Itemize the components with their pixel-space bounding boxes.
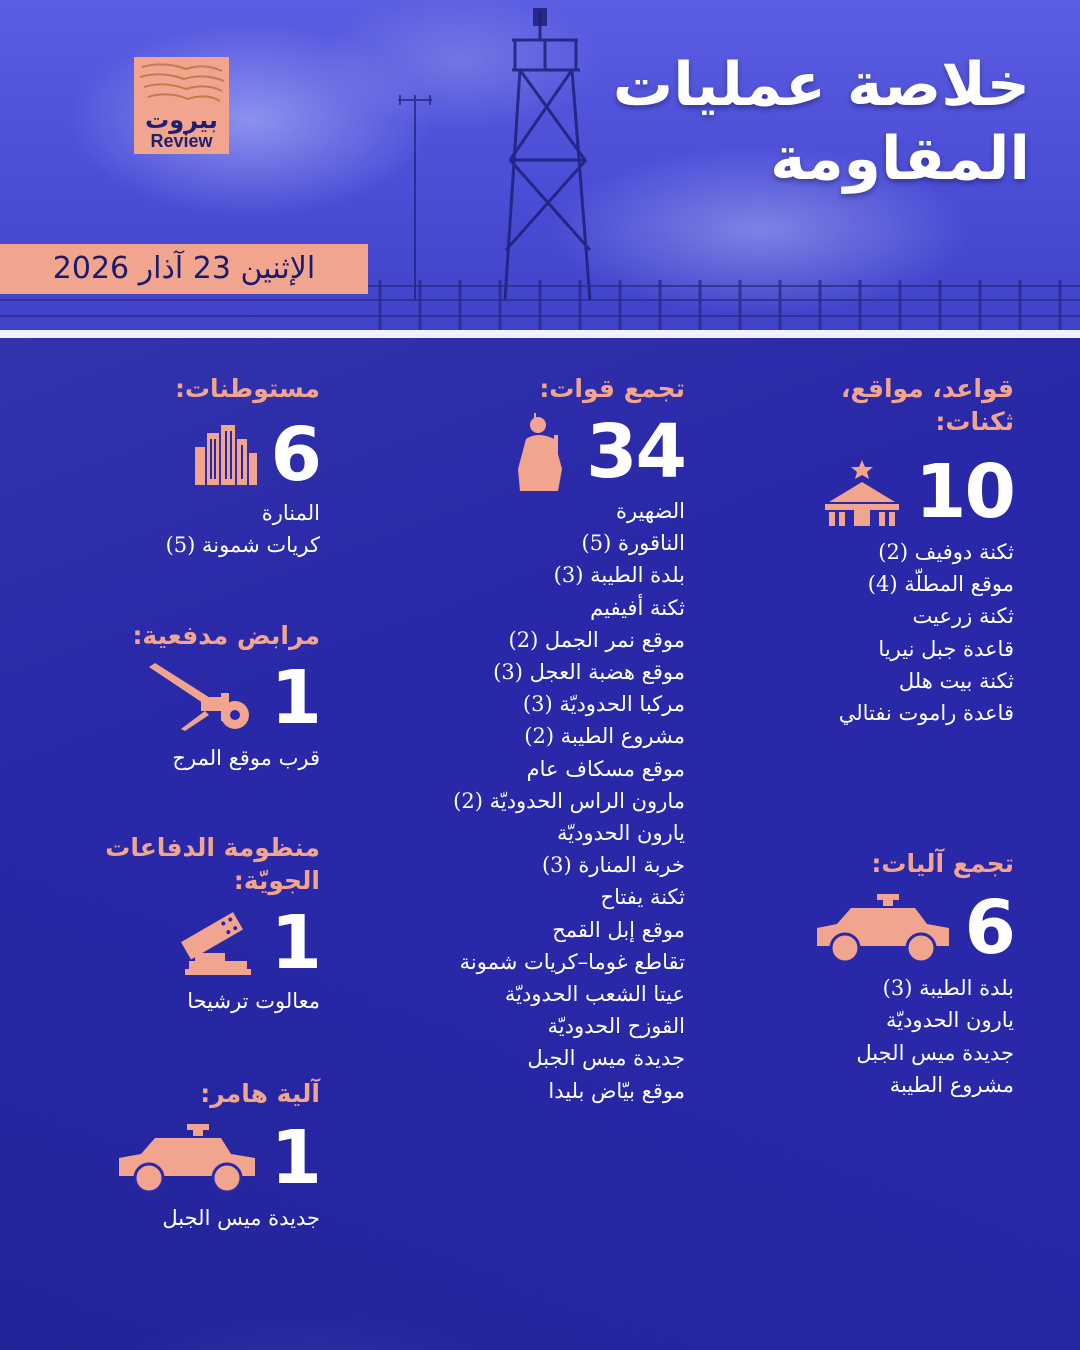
date-banner: الإثنين 23 آذار 2026	[0, 244, 368, 294]
list-item: ثكنة زرعيت	[912, 604, 1014, 629]
vehicles-section	[694, 847, 1014, 1101]
list-item: مشروع الطيبة (2)	[524, 724, 685, 749]
air-defense-title-line-2: الجويّة:	[233, 865, 320, 895]
list-item: موقع المطلّة (4)	[867, 572, 1014, 597]
artillery-section	[20, 619, 320, 774]
hummer-icon	[117, 1122, 257, 1194]
air-defense-stat	[20, 899, 320, 986]
header-banner	[0, 0, 1080, 330]
logo-arabic-text: بيروت	[145, 106, 218, 134]
list-item: معالوت ترشيحا	[187, 988, 320, 1013]
list-item: خربة المنارة (3)	[541, 853, 685, 878]
settlements-section	[20, 372, 320, 561]
list-item: ثكنة أفيفيم	[590, 595, 685, 620]
bases-title	[694, 372, 1014, 438]
list-item: مركبا الحدوديّة (3)	[522, 692, 685, 717]
bases-title-line-2: ثكنات:	[935, 407, 1014, 436]
list-item: مارون الراس الحدوديّة (2)	[453, 788, 685, 813]
vehicles-list	[694, 972, 1014, 1101]
list-item: ثكنة بيت هلل	[898, 668, 1014, 693]
list-item: موقع مسكاف عام	[526, 756, 685, 781]
bases-title-line-1: قواعد، مواقع،	[841, 374, 1014, 403]
forces-title: تجمع قوات:	[539, 374, 685, 403]
list-item: موقع هضبة العجل (3)	[493, 660, 685, 685]
soldier-icon	[516, 411, 572, 493]
hummer-section	[20, 1077, 320, 1234]
middle-column	[385, 372, 685, 1107]
settlements-count: 6	[270, 412, 320, 498]
page-title	[470, 48, 1030, 196]
left-column	[20, 372, 320, 1234]
artillery-title: مرابض مدفعية:	[132, 621, 320, 651]
list-item: بلدة الطيبة (3)	[553, 563, 685, 588]
vehicles-title: تجمع آليات:	[871, 849, 1014, 879]
list-item: موقع نمر الجمل (2)	[508, 627, 685, 652]
rocket-launcher-icon	[175, 911, 257, 975]
military-vehicle-icon	[815, 892, 951, 964]
logo-cedar-emblem	[134, 57, 229, 109]
bases-stat	[694, 449, 1014, 535]
buildings-icon	[193, 425, 257, 485]
hummer-list	[20, 1202, 320, 1234]
hummer-stat	[20, 1114, 320, 1201]
barracks-icon	[823, 458, 901, 526]
forces-stat	[385, 411, 685, 493]
list-item: يارون الحدوديّة	[885, 1008, 1014, 1033]
list-item: ثكنة دوفيف (2)	[878, 540, 1014, 564]
artillery-count: 1	[270, 655, 320, 742]
list-item: مشروع الطيبة	[889, 1072, 1014, 1097]
list-item: كريات شمونة (5)	[165, 533, 320, 558]
artillery-list	[20, 742, 320, 774]
settlements-title: مستوطنات:	[174, 374, 320, 403]
list-item: قاعدة راموت نفتالي	[838, 701, 1014, 726]
list-item: الناقورة (5)	[581, 531, 685, 556]
list-item: جديدة ميس الجبل	[856, 1040, 1014, 1065]
list-item: موقع بيّاض بليدا	[548, 1078, 685, 1103]
page-title-line-2: المقاومة	[770, 124, 1030, 194]
list-item: جديدة ميس الجبل	[162, 1205, 320, 1230]
beirut-review-logo	[134, 57, 229, 154]
bases-count: 10	[915, 449, 1014, 535]
logo-english-text: Review	[150, 131, 213, 151]
bases-list	[694, 536, 1014, 729]
artillery-stat	[20, 655, 320, 742]
list-item: موقع إبل القمح	[552, 917, 685, 942]
list-item: تقاطع غوما–كريات شمونة	[459, 949, 685, 974]
air-defense-title	[20, 831, 320, 897]
vehicles-stat	[694, 885, 1014, 972]
list-item: قاعدة جبل نيريا	[878, 636, 1014, 661]
list-item: يارون الحدوديّة	[556, 821, 685, 846]
air-defense-list	[20, 985, 320, 1017]
right-column	[694, 372, 1014, 1101]
air-defense-count: 1	[270, 899, 320, 986]
list-item: القوزح الحدوديّة	[547, 1014, 685, 1039]
settlements-list	[20, 497, 320, 561]
forces-list	[385, 495, 685, 1107]
header-divider	[0, 330, 1080, 338]
list-item: المنارة	[261, 501, 320, 525]
settlements-stat	[20, 412, 320, 498]
forces-section	[385, 372, 685, 1107]
list-item: بلدة الطيبة (3)	[882, 976, 1014, 1001]
hummer-count: 1	[270, 1114, 320, 1201]
list-item: جديدة ميس الجبل	[527, 1046, 685, 1071]
list-item: ثكنة يفتاح	[600, 885, 685, 910]
vehicles-count: 6	[964, 885, 1014, 972]
list-item: قرب موقع المرج	[172, 746, 320, 771]
forces-count: 34	[586, 409, 685, 495]
artillery-icon	[145, 663, 257, 733]
list-item: عيتا الشعب الحدوديّة	[504, 982, 685, 1007]
air-defense-title-line-1: منظومة الدفاعات	[105, 832, 320, 862]
page-title-line-1: خلاصة عمليات	[612, 50, 1030, 120]
list-item: الضهيرة	[615, 499, 685, 523]
air-defense-section	[20, 831, 320, 1017]
hummer-title: آلية هامر:	[200, 1078, 320, 1108]
bases-section	[694, 372, 1014, 729]
